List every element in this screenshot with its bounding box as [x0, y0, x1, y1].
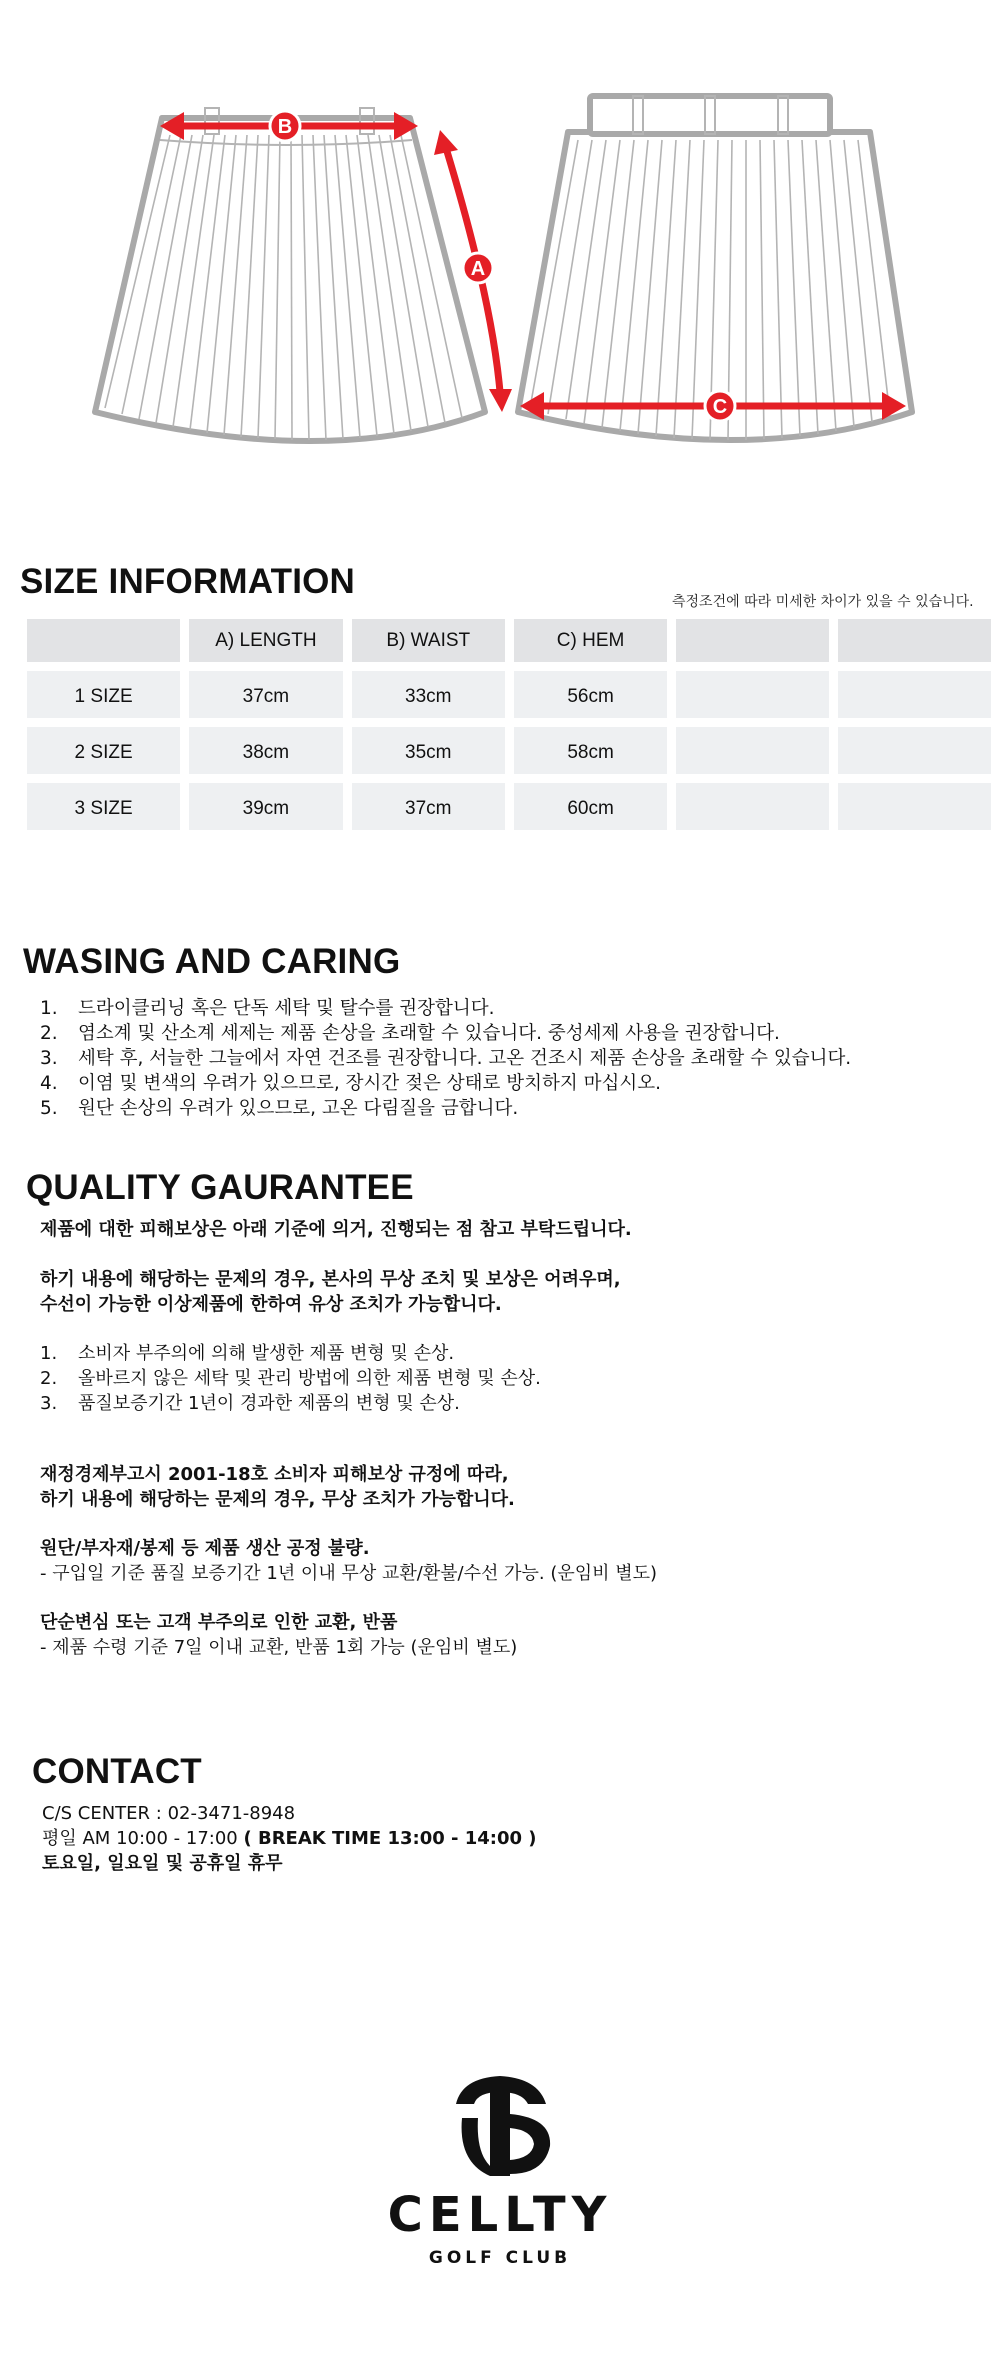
empty-cell: [676, 727, 829, 774]
list-number: 2.: [40, 1023, 58, 1044]
list-text: 소비자 부주의에 의해 발생한 제품 변형 및 손상.: [78, 1343, 455, 1364]
break-time: ( BREAK TIME 13:00 - 14:00 ): [243, 1828, 537, 1849]
quality-intro: 제품에 대한 피해보상은 아래 기준에 의거, 진행되는 점 참고 부탁드립니다.: [40, 1219, 632, 1240]
brand-name: CELLTY: [387, 2187, 613, 2243]
length-cell: 39cm: [189, 783, 342, 830]
list-text: 세탁 후, 서늘한 그늘에서 자연 건조를 권장합니다. 고온 건조시 제품 손상을 초래할 수 있습니다.: [78, 1048, 852, 1069]
waist-cell: 37cm: [352, 783, 505, 830]
empty-cell: [838, 727, 991, 774]
quality-condition-line2: 수선이 가능한 이상제품에 한하여 유상 조치가 가능합니다.: [40, 1294, 502, 1315]
header-cell: C) HEM: [514, 619, 667, 662]
header-cell: [27, 619, 180, 662]
hem-cell: 60cm: [514, 783, 667, 830]
size-label-cell: 1 SIZE: [27, 671, 180, 718]
change-title: 단순변심 또는 고객 부주의로 인한 교환, 반품: [40, 1612, 398, 1633]
waist-cell: 35cm: [352, 727, 505, 774]
list-text: 염소계 및 산소계 세제는 제품 손상을 초래할 수 있습니다. 중성세제 사용을 권장합니다.: [78, 1023, 780, 1044]
business-hours: 평일 AM 10:00 - 17:00: [42, 1828, 238, 1849]
quality-exclusion-list: [40, 1341, 541, 1416]
size-table: [18, 610, 1000, 839]
size-label-cell: 3 SIZE: [27, 783, 180, 830]
waist-cell: 33cm: [352, 671, 505, 718]
cellty-logo-mark: [440, 2070, 560, 2180]
header-cell: [676, 619, 829, 662]
table-row: [27, 727, 991, 774]
hem-cell: 58cm: [514, 727, 667, 774]
header-cell: B) WAIST: [352, 619, 505, 662]
list-number: 4.: [40, 1073, 58, 1094]
empty-cell: [676, 783, 829, 830]
change-text: - 제품 수령 기준 7일 이내 교환, 반품 1회 가능 (운임비 별도): [40, 1637, 518, 1658]
size-info-title: SIZE INFORMATION: [20, 562, 356, 601]
size-table-header: [27, 619, 991, 662]
length-cell: 38cm: [189, 727, 342, 774]
table-row: [27, 671, 991, 718]
washing-title: WASING AND CARING: [23, 942, 401, 981]
table-row: [27, 783, 991, 830]
list-text: 이염 및 변색의 우려가 있으므로, 장시간 젖은 상태로 방치하지 마십시오.: [78, 1073, 661, 1094]
list-number: 1.: [40, 1343, 58, 1364]
contact-title: CONTACT: [32, 1752, 202, 1791]
business-hours-line: [42, 1826, 537, 1851]
washing-list: [40, 996, 851, 1121]
list-number: 3.: [40, 1048, 58, 1069]
quality-title: QUALITY GAURANTEE: [26, 1168, 414, 1207]
empty-cell: [676, 671, 829, 718]
list-item: [40, 1391, 541, 1416]
defect-text: - 구입일 기준 품질 보증기간 1년 이내 무상 교환/환불/수선 가능. (운임비 별도): [40, 1563, 658, 1584]
length-cell: 37cm: [189, 671, 342, 718]
regulation-line2: 하기 내용에 해당하는 문제의 경우, 무상 조치가 가능합니다.: [40, 1489, 515, 1510]
hem-cell: 56cm: [514, 671, 667, 718]
waist-label: B: [277, 116, 293, 138]
regulation-line1: 재정경제부고시 2001-18호 소비자 피해보상 규정에 따라,: [40, 1464, 509, 1485]
list-item: [40, 1071, 851, 1096]
list-number: 5.: [40, 1098, 58, 1119]
list-item: [40, 1021, 851, 1046]
list-text: 올바르지 않은 세탁 및 관리 방법에 의한 제품 변형 및 손상.: [78, 1368, 541, 1389]
list-item: [40, 1046, 851, 1071]
closed-days: 토요일, 일요일 및 공휴일 휴무: [42, 1853, 283, 1874]
list-number: 1.: [40, 998, 58, 1019]
size-label-cell: 2 SIZE: [27, 727, 180, 774]
empty-cell: [838, 783, 991, 830]
defect-title: 원단/부자재/봉제 등 제품 생산 공정 불량.: [40, 1538, 370, 1559]
length-label: A: [470, 258, 486, 280]
list-text: 품질보증기간 1년이 경과한 제품의 변형 및 손상.: [78, 1393, 460, 1414]
list-item: [40, 1341, 541, 1366]
list-item: [40, 1096, 851, 1121]
brand-subtitle: GOLF CLUB: [428, 2248, 572, 2268]
list-number: 2.: [40, 1368, 58, 1389]
header-cell: A) LENGTH: [189, 619, 342, 662]
list-item: [40, 996, 851, 1021]
cs-center: C/S CENTER : 02-3471-8948: [42, 1803, 296, 1824]
list-text: 원단 손상의 우려가 있으므로, 고온 다림질을 금합니다.: [78, 1098, 519, 1119]
quality-condition-line1: 하기 내용에 해당하는 문제의 경우, 본사의 무상 조치 및 보상은 어려우며,: [40, 1269, 621, 1290]
header-cell: [838, 619, 991, 662]
skirt-front: [95, 118, 485, 441]
hem-label: C: [712, 396, 728, 418]
empty-cell: [838, 671, 991, 718]
size-info-note: 측정조건에 따라 미세한 차이가 있을 수 있습니다.: [672, 594, 974, 610]
list-item: [40, 1366, 541, 1391]
skirt-measurement-diagram: [0, 0, 1000, 470]
list-text: 드라이클리닝 혹은 단독 세탁 및 탈수를 권장합니다.: [78, 998, 495, 1019]
list-number: 3.: [40, 1393, 58, 1414]
